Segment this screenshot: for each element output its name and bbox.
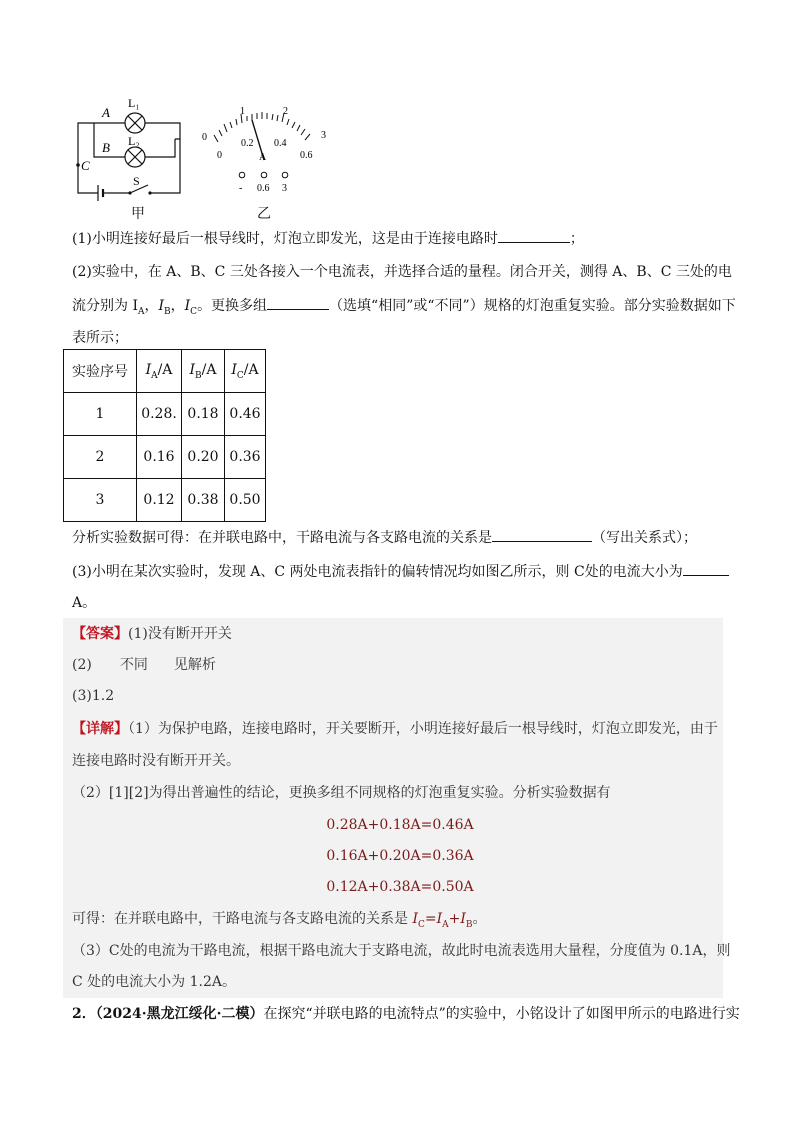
circuit-label-b: B xyxy=(102,140,110,155)
detail-line-1: 【详解】（1）为保护电路，连接电路时，开关要断开，小明连接好最后一根导线时，灯泡立即发光，由于 xyxy=(72,721,718,737)
table-row: 2 0.16 0.20 0.36 xyxy=(64,436,266,479)
detail-line-5: C 处的电流大小为 1.2A。 xyxy=(72,974,236,990)
ammeter-terminal-06: 0.6 xyxy=(257,183,270,194)
conclusion-line: 可得：在并联电路中，干路电流与各支路电流的关系是 $I_C=I_A+I_B$。 xyxy=(72,911,487,930)
answer-line-2: (2) 不同 见解析 xyxy=(72,657,216,673)
table-row: 3 0.12 0.38 0.50 xyxy=(64,479,266,522)
next-question: 2．（2024·黑龙江绥化·二模）在探究“并联电路的电流特点”的实验中，小铭设计了如图甲所示的电路进行实 xyxy=(72,1006,740,1022)
ammeter-scale-bottom-0: 0 xyxy=(217,150,222,161)
circuit-label-l1: L₁ xyxy=(128,96,140,110)
conclusion-formula: $I_C=I_A+I_B$ xyxy=(412,911,473,930)
detail-line-4: （3）C处的电流为干路电流，根据干路电流大于支路电流，故此时电流表选用大量程，分度值为 0.1A，则 xyxy=(72,943,731,959)
ammeter-scale-bottom-1: 0.2 xyxy=(241,138,254,149)
ammeter-scale-top-0: 0 xyxy=(202,132,207,143)
analysis-line: 分析实验数据可得：在并联电路中，干路电流与各支路电流的关系是 （写出关系式）； xyxy=(72,527,697,548)
ammeter-caption: 乙 xyxy=(257,206,271,222)
circuit-caption: 甲 xyxy=(131,206,145,222)
circuit-label-l2: L₂ xyxy=(128,134,140,148)
circuit-label-a: A xyxy=(102,105,110,120)
circuit-label-s: S xyxy=(133,174,140,188)
answer-blank-4 xyxy=(683,561,729,576)
question-2-line-1: (2)实验中，在 A、B、C 三处各接入一个电流表，并选择合适的量程。闭合开关，测得 A、B、C 三处的电 xyxy=(72,264,732,280)
header-ia: $I_A/A$ xyxy=(137,350,182,393)
equation-2: 0.16A+0.20A=0.36A xyxy=(326,848,474,864)
ammeter-scale-top-3: 3 xyxy=(321,130,326,141)
answer-blank-2 xyxy=(267,295,329,310)
header-trial: 实验序号 xyxy=(64,350,137,393)
ammeter-terminal-3: 3 xyxy=(282,183,287,194)
question-3-line-1: (3)小明在某次实验时，发现 A、C 两处电流表指针的偏转情况均如图乙所示，则 C处的电流大小为 xyxy=(72,561,729,582)
header-ib: $I_B/A$ xyxy=(182,350,225,393)
equation-3: 0.12A+0.38A=0.50A xyxy=(326,879,474,895)
ammeter-diagram xyxy=(196,100,336,200)
answer-line-1: 【答案】(1)没有断开开关 xyxy=(72,626,232,642)
table-header-row xyxy=(64,350,266,393)
ammeter-scale-bottom-3: 0.6 xyxy=(300,150,313,161)
ammeter-scale-top-1: 1 xyxy=(240,106,245,117)
answer-blank-3 xyxy=(492,527,592,542)
ammeter-scale-bottom-2: 0.4 xyxy=(274,138,287,149)
ammeter-unit: A xyxy=(259,152,267,163)
table-row: 1 0.28. 0.18 0.46 xyxy=(64,393,266,436)
question-2-line-2: 流分别为 $I_A$，$I_B$，$I_C$。更换多组 （选填“相同”或“不同”）规格的灯泡重复实验。部分实验数据如下 xyxy=(72,295,736,322)
question-2-line-3: 表所示； xyxy=(72,330,128,346)
answer-blank-1 xyxy=(498,228,570,243)
detail-line-2: 连接电路时没有断开开关。 xyxy=(72,753,240,769)
equation-1: 0.28A+0.18A=0.46A xyxy=(326,817,474,833)
answer-line-3: (3)1.2 xyxy=(72,688,115,704)
question-1: (1)小明连接好最后一根导线时，灯泡立即发光，这是由于连接电路时 ； xyxy=(72,228,584,249)
ammeter-scale-top-2: 2 xyxy=(283,106,288,117)
question-3-line-2: A。 xyxy=(72,595,97,611)
data-table xyxy=(63,349,266,522)
detail-line-3: （2）[1][2]为得出普遍性的结论，更换多组不同规格的灯泡重复实验。分析实验数据有 xyxy=(72,785,611,801)
header-ic: $I_C/A$ xyxy=(225,350,266,393)
ammeter-terminal-neg: - xyxy=(239,183,243,194)
circuit-diagram xyxy=(70,95,190,210)
circuit-label-c: C xyxy=(81,158,90,173)
